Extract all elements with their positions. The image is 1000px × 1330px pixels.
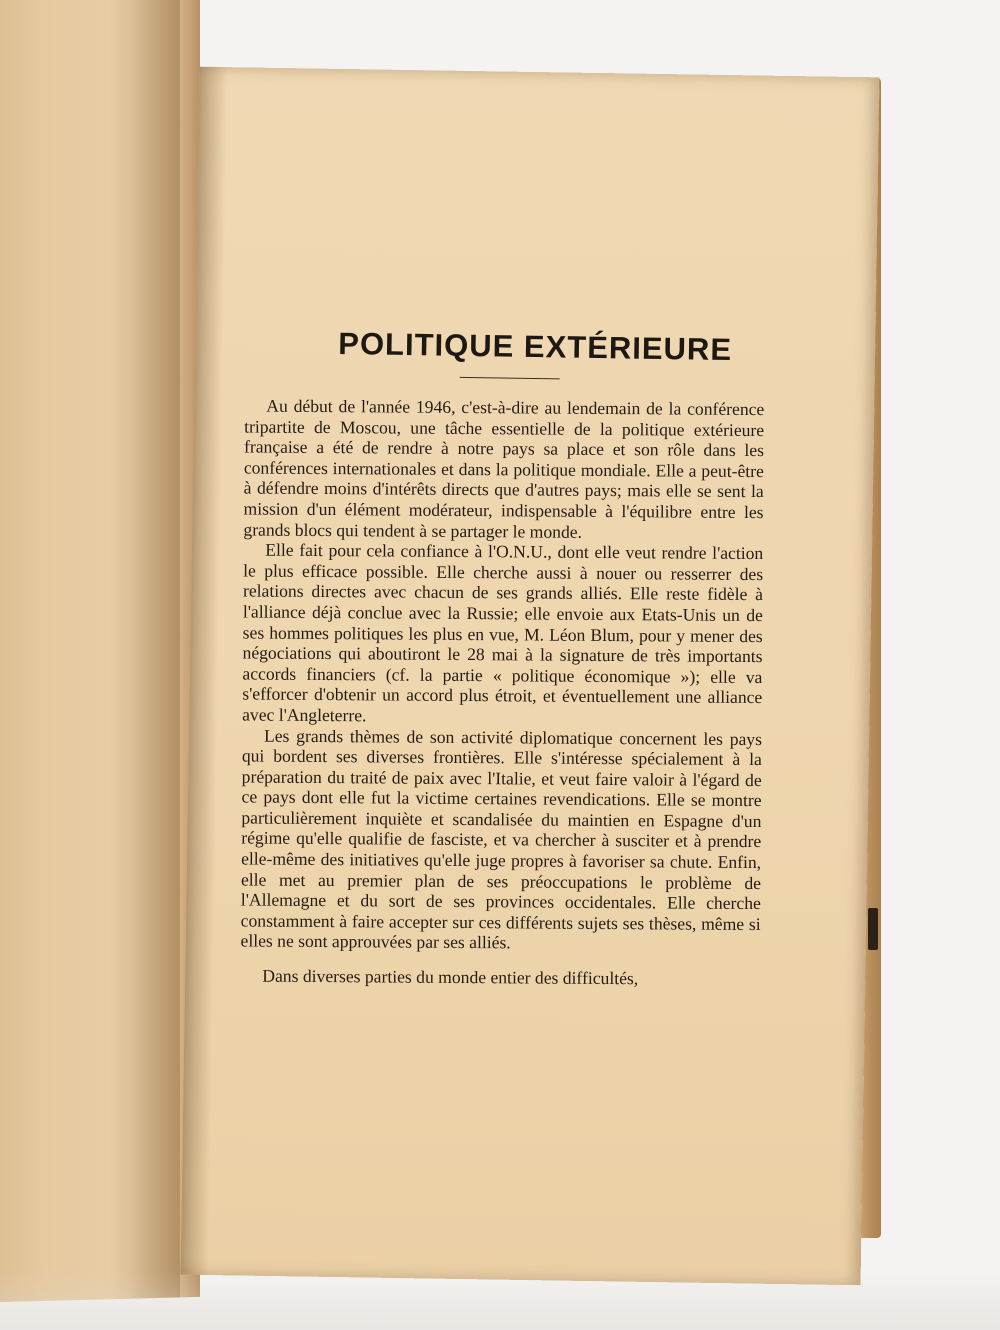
body-text: [240, 395, 764, 989]
left-page: [0, 0, 200, 1303]
bottom-shadow: [0, 1270, 1000, 1330]
title-divider: [460, 377, 560, 380]
left-page-gutter-shadow: [110, 0, 180, 1299]
right-page: [181, 67, 880, 1286]
paragraph: Les grands thèmes de son activité diplomatique concernent les pays qui bordent ses diverses frontières. Elle s'intéresse spécialement à la préparation du traité de paix avec l'Italie, et veut faire valoir à l'égard de ce pays dont elle fut la victime certaines revendications. Elle se montre particulièrement inquiète et scandalisée du maintien en Espagne d'un régime qu'elle qualifie de fasciste, et va chercher à susciter et à prendre elle-même des initiatives qu'elle juge propres à favoriser sa chute. Enfin, elle met au premier plan de ses préoccupations le problème de l'Allemagne et du sort de ses provinces occidentales. Elle cherche constamment à faire accepter sur ces différents sujets ses thèses, même si elles ne sont approuvées par ses alliés.: [240, 725, 763, 953]
paragraph: Au début de l'année 1946, c'est-à-dire au lendemain de la conférence tripartite de Moscou, une tâche essentielle de la politique extérieure française a été de rendre à notre pays sa place et son rôle dans les conférences internationales et dans la politique mondiale. Elle a peut-être à défendre moins d'intérêts directs que d'autres pays; mais elle se sent la mission d'un élément modérateur, indispensable à l'équilibre entre les grands blocs qui tendent à se partager le monde.: [243, 395, 765, 542]
page-title: POLITIQUE EXTÉRIEURE: [338, 325, 733, 368]
paragraph: Dans diverses parties du monde entier des difficultés,: [262, 965, 639, 989]
paragraph: Elle fait pour cela confiance à l'O.N.U., dont elle veut rendre l'action le plus efficace possible. Elle cherche aussi à nouer ou resserrer des relations directes avec chacun de ses grands alliés. Elle reste fidèle à l'alliance déjà conclue avec la Russie; elle envoie aux Etats-Unis un de ses hommes politiques les plus en vue, M. Léon Blum, pour y mener des négociations qui aboutiront le 28 mai à la signature de très importants accords financiers (cf. la partie « politique économique »); elle va s'efforcer d'obtenir un accord plus étroit, et éventuellement une alliance avec l'Angleterre.: [242, 539, 764, 726]
page-marker-tab: [868, 908, 878, 950]
